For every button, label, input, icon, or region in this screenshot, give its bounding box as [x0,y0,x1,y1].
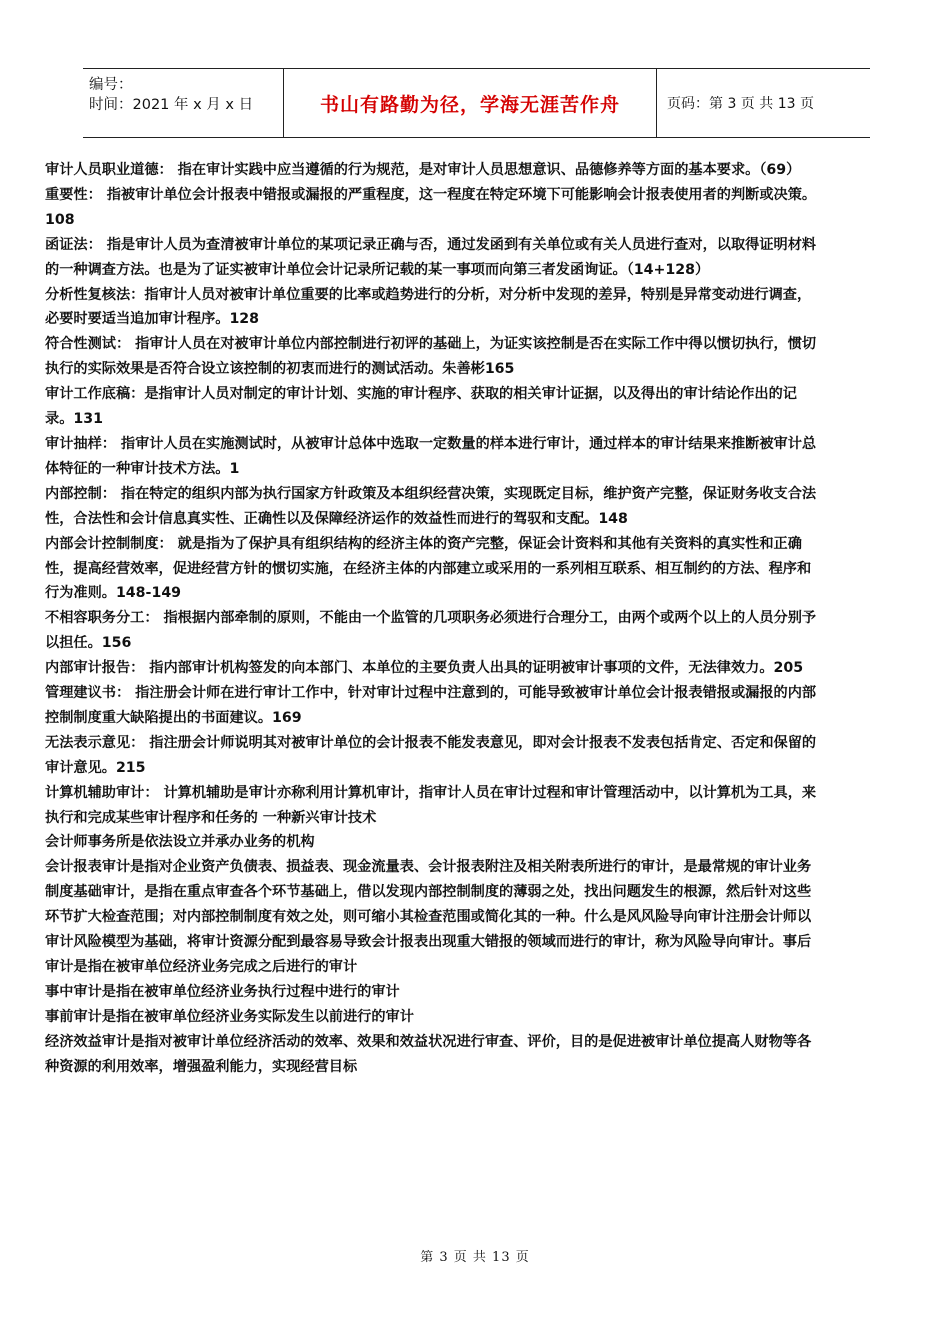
paragraph: 管理建议书： 指注册会计师在进行审计工作中，针对审计过程中注意到的，可能导致被审计单位会计报表错报或漏报的内部控制制度重大缺陷提出的书面建议。169 [45,685,817,726]
paragraph: 审计人员职业道德： 指在审计实践中应当遵循的行为规范，是对审计人员思想意识、品德修养等方面的基本要求。（69） [45,162,801,178]
paragraph: 会计师事务所是依法设立并承办业务的机构 [45,834,315,851]
header-motto: 书山有路勤为径，学海无涯苦作舟 [283,69,657,137]
paragraph: 会计报表审计是指对企业资产负债表、损益表、现金流量表、会计报表附注及相关附表所进行的审计，是最常规的审计业务 [45,859,812,876]
paragraph: 内部会计控制制度： 就是指为了保护具有组织结构的经济主体的资产完整，保证会计资料和其他有关资料的真实性和正确性，提高经营效率，促进经营方针的惯切实施，在经济主体的内部建立或采用的一系列相互联系、相互制约的方法、程序和行为准则。148-149 [45,535,812,602]
paragraph: 无法表示意见： 指注册会计师说明其对被审计单位的会计报表不能发表意见，即对会计报表不发表包括肯定、否定和保留的审计意见。215 [45,734,817,776]
paragraph: 计算机辅助审计： 计算机辅助是审计亦称利用计算机审计，指审计人员在审计过程和审计管理活动中，以计算机为工具，来执行和完成某些审计程序和任务的 一种新兴审计技术 [45,784,817,826]
paragraph: 内部控制： 指在特定的组织内部为执行国家方针政策及本组织经营决策，实现既定目标，维护资产完整，保证财务收支合法性，合法性和会计信息真实性、正确性以及保障经济运作的效益性而进行的驾驭和支配。148 [45,485,817,527]
paragraph: 符合性测试： 指审计人员在对被审计单位内部控制进行初评的基础上，为证实该控制是否在实际工作中得以惯切执行，惯切执行的实际效果是否符合设立该控制的初衷而进行的测试活动。朱善彬165 [45,336,817,378]
paragraph: 重要性： 指被审计单位会计报表中错报或漏报的严重程度，这一程度在特定环境下可能影响会计报表使用者的判断或决策。108 [45,186,817,228]
paragraph: 内部审计报告： 指内部审计机构签发的向本部门、本单位的主要负责人出具的证明被审计事项的文件，无法律效力。205 [45,660,804,677]
paragraph: 函证法： 指是审计人员为查清被审计单位的某项记录正确与否，通过发函到有关单位或有关人员进行查对，以取得证明材料的一种调查方法。也是为了证实被审计单位会计记录所记载的某一事项而向第三者发函询证。（14+128） [45,236,817,278]
paragraph: 审计抽样： 指审计人员在实施测试时，从被审计总体中选取一定数量的样本进行审计，通过样本的审计结果来推断被审计总体特征的一种审计技术方法。1 [45,435,817,477]
document-body [45,158,820,1080]
paragraph: 不相容职务分工： 指根据内部牵制的原则，不能由一个监管的几项职务必须进行合理分工，由两个或两个以上的人员分别予以担任。156 [45,610,817,652]
paragraph: 审计工作底稿：是指审计人员对制定的审计计划、实施的审计程序、获取的相关审计证据，以及得出的审计结论作出的记录。131 [45,386,797,428]
paragraph: 制度基础审计，是指在重点审查各个环节基础上，借以发现内部控制制度的薄弱之处，找出问题发生的根源，然后针对这些环节扩大检查范围；对内部控制制度有效之处，则可缩小其检查范围或简化其的一种。什么是风风险导向审计注册会计师以审计风险模型为基础，将审计资源分配到最容易导致会计报表出现重大错报的领域而进行的审计，称为风险导向审计。事后审计是指在被审单位经济业务完成之后进行的审计 [45,884,812,975]
paragraph: 事前审计是指在被审单位经济业务实际发生以前进行的审计 [45,1008,414,1025]
number-label: 编号： [89,77,133,93]
header-page-info: 页码：第 3 页 共 13 页 [667,96,814,112]
page-footer: 第 3 页 共 13 页 [420,1250,530,1265]
paragraph: 经济效益审计是指对被审计单位经济活动的效率、效果和效益状况进行审查、评价，目的是促进被审计单位提高人财物等各种资源的利用效率，增强盈利能力，实现经营目标 [45,1033,812,1075]
paragraph: 事中审计是指在被审单位经济业务执行过程中进行的审计 [45,983,400,1000]
paragraph: 分析性复核法：指审计人员对被审计单位重要的比率或趋势进行的分析，对分析中发现的差异，特别是异常变动进行调查，必要时要适当追加审计程序。128 [45,286,812,328]
header-meta [83,69,283,137]
time-label: 时间：2021 年 x 月 x 日 [89,97,254,113]
page-header [83,68,870,138]
